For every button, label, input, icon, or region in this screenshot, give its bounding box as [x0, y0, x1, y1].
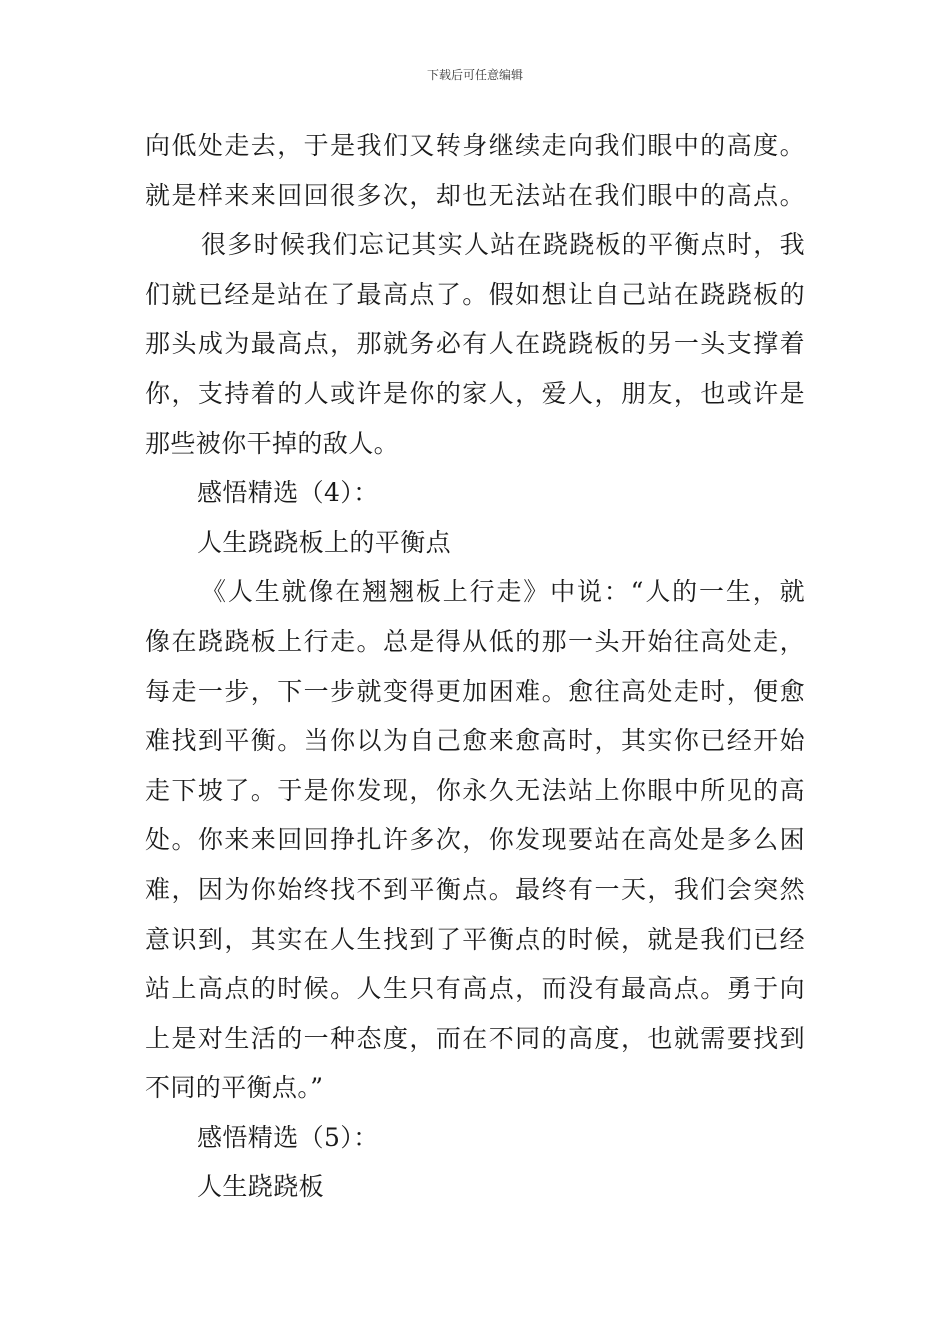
section-heading: 感悟精选（5）：	[197, 1122, 379, 1152]
paragraph-line: 每走一步，下一步就变得更加困难。愈往高处走时，便愈	[145, 676, 805, 706]
header-note: 下载后可任意编辑	[426, 68, 523, 82]
paragraph-line: 站上高点的时候。人生只有高点，而没有最高点。勇于向	[145, 974, 805, 1004]
paragraph-line: 处。你来来回回挣扎许多次，你发现要站在高处是多么困	[145, 825, 805, 855]
paragraph-line: 很多时候我们忘记其实人站在跷跷板的平衡点时，我	[201, 230, 805, 260]
paragraph-line: 们就已经是站在了最高点了。假如想让自己站在跷跷板的	[145, 279, 805, 309]
paragraph-line: 那些被你干掉的敌人。	[145, 428, 400, 458]
section-title: 人生跷跷板上的平衡点	[197, 527, 452, 557]
section-title: 人生跷跷板	[197, 1172, 325, 1202]
paragraph-line: 像在跷跷板上行走。总是得从低的那一头开始往高处走，	[145, 626, 805, 656]
paragraph-line: 意识到，其实在人生找到了平衡点的时候，就是我们已经	[145, 924, 805, 954]
paragraph-line: 走下坡了。于是你发现，你永久无法站上你眼中所见的高	[145, 775, 805, 805]
paragraph-line: 难，因为你始终找不到平衡点。最终有一天，我们会突然	[145, 874, 805, 904]
paragraph-line: 不同的平衡点。”	[145, 1073, 324, 1103]
paragraph-line: 上是对生活的一种态度，而在不同的高度，也就需要找到	[145, 1023, 805, 1053]
paragraph-line: 你，支持着的人或许是你的家人，爱人，朋友，也或许是	[145, 378, 805, 408]
paragraph-line: 就是样来来回回很多次，却也无法站在我们眼中的高点。	[145, 180, 805, 210]
paragraph-line: 向低处走去，于是我们又转身继续走向我们眼中的高度。	[145, 131, 805, 160]
body-text	[145, 128, 805, 1219]
section-heading: 感悟精选（4）：	[197, 478, 379, 508]
paragraph-line: 《人生就像在翘翘板上行走》中说：“人的一生，就	[201, 577, 805, 607]
paragraph-line: 那头成为最高点，那就务必有人在跷跷板的另一头支撑着	[145, 329, 805, 359]
paragraph-line: 难找到平衡。当你以为自己愈来愈高时，其实你已经开始	[145, 726, 805, 756]
